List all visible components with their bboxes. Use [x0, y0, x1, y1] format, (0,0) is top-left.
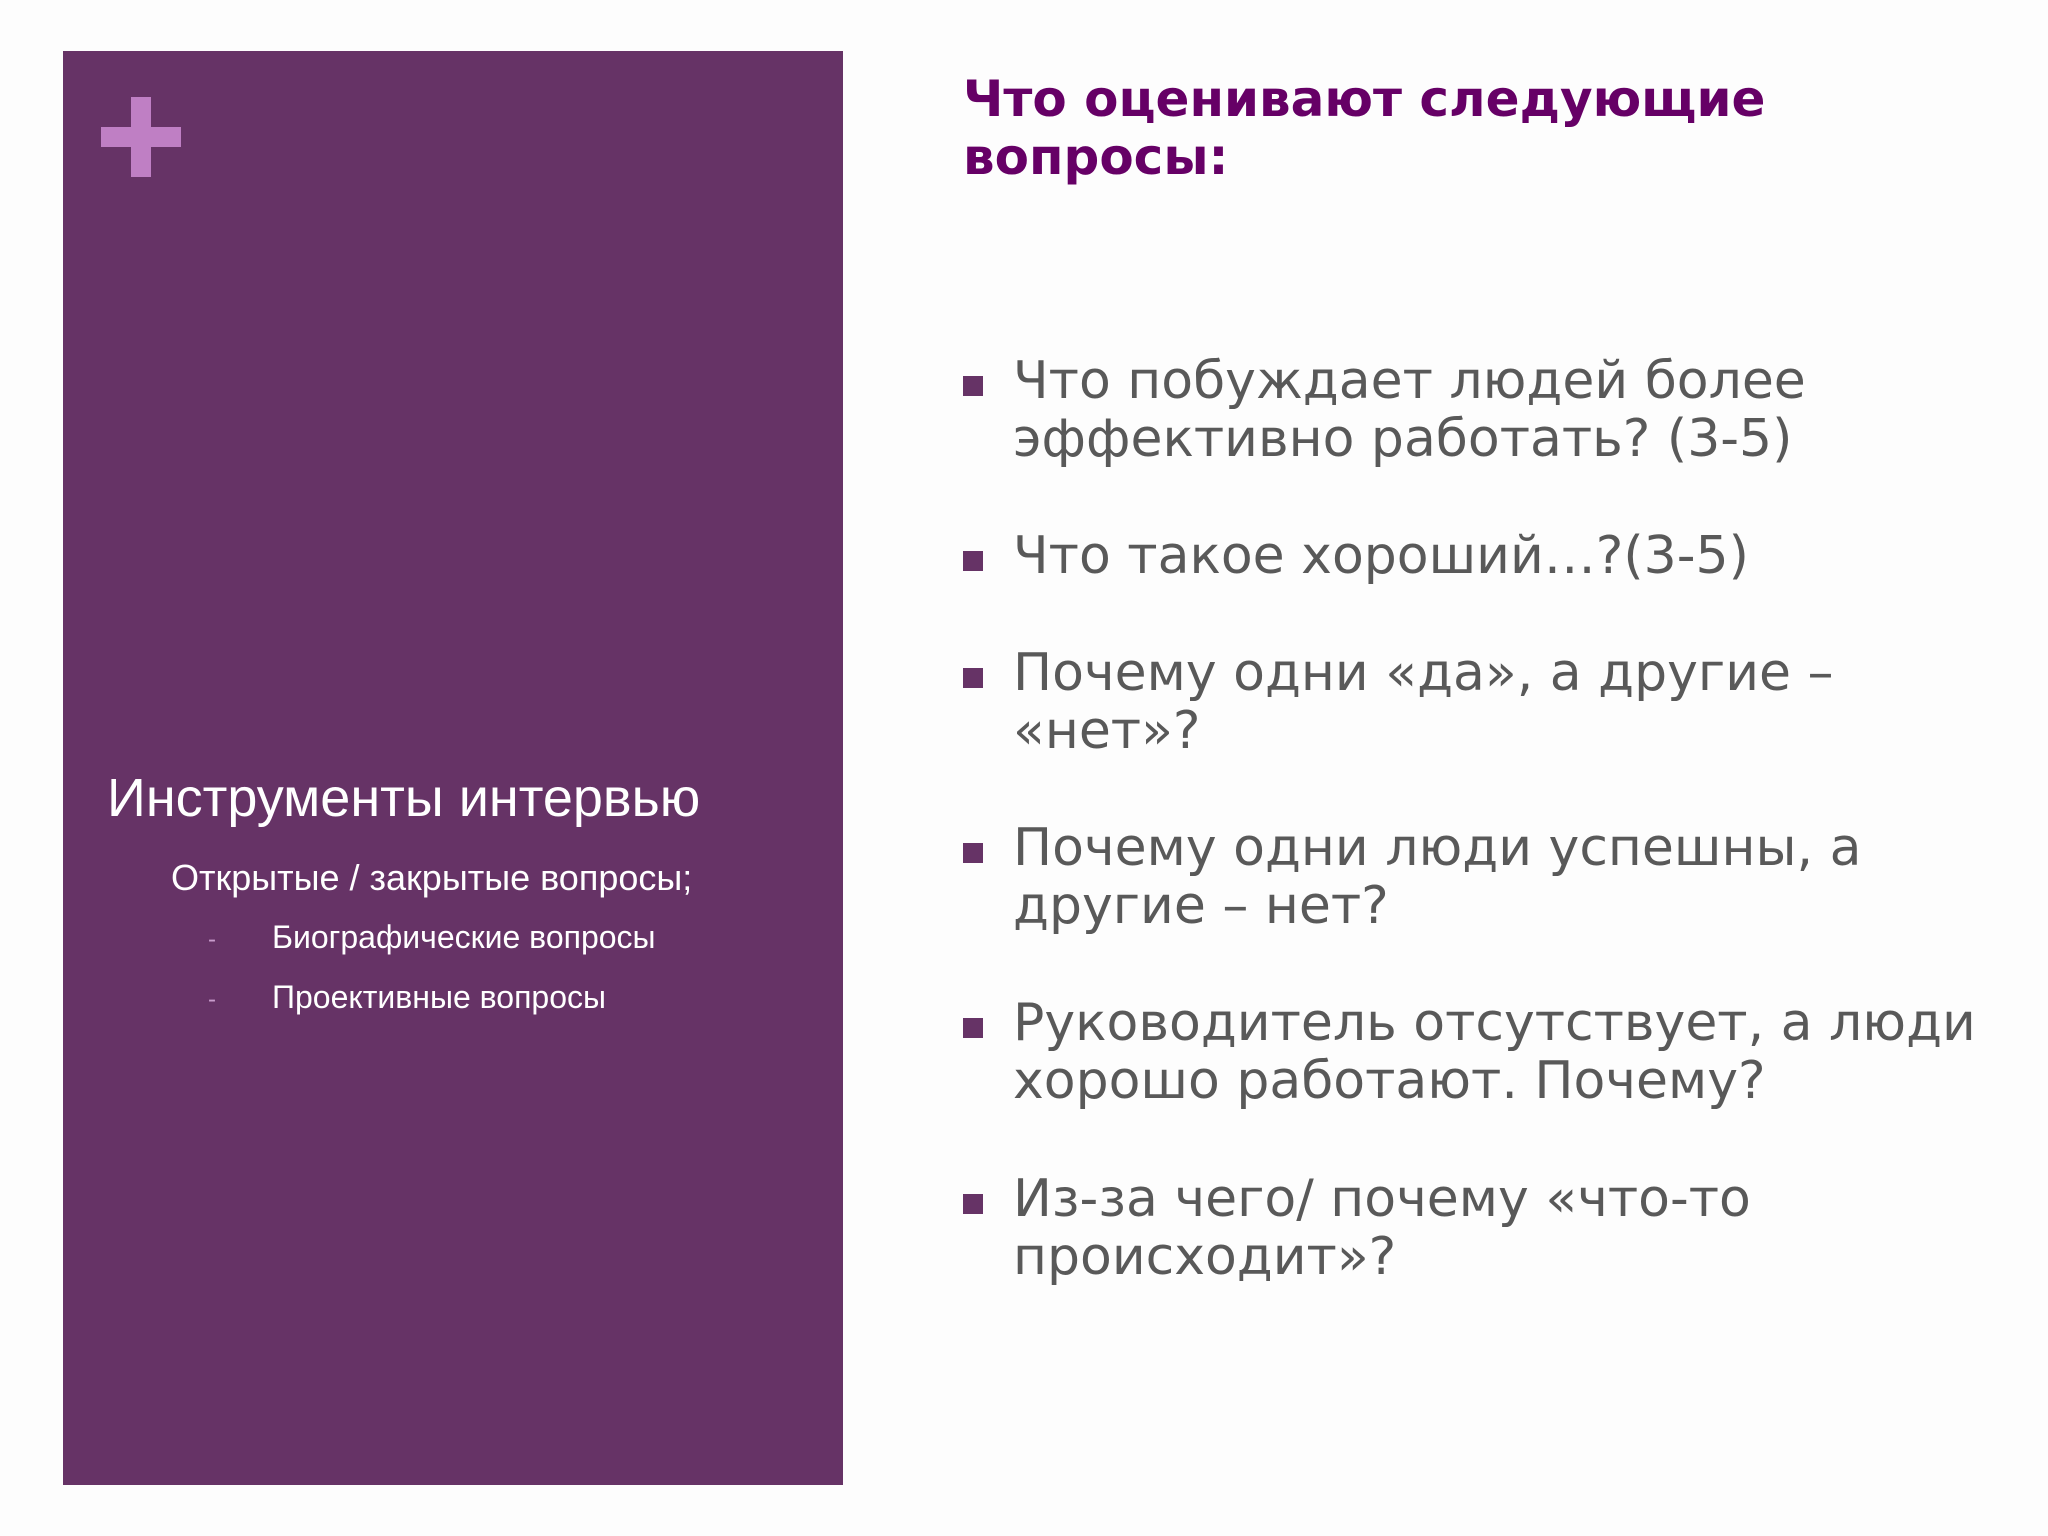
left-panel [63, 51, 843, 1485]
bullet-text: Из-за чего/ почему «что-то происходит»? [1013, 1169, 1751, 1287]
slide-title: Что оценивают следующие вопросы: [963, 70, 1766, 186]
square-bullet-icon [963, 668, 983, 688]
dash-marker: - [208, 925, 216, 953]
dash-marker: - [208, 985, 216, 1013]
bullet-text: Почему одни «да», а другие – «нет»? [1013, 643, 1834, 761]
panel-title: Инструменты интервью [107, 768, 701, 828]
bullet-text: Что побуждает людей более эффективно работать? (3-5) [1013, 351, 1806, 469]
square-bullet-icon [963, 1018, 983, 1038]
panel-subtitle: Открытые / закрытые вопросы; [171, 857, 693, 898]
bullet-text: Руководитель отсутствует, а люди хорошо работают. Почему? [1013, 993, 1976, 1111]
panel-list-item-label: Биографические вопросы [272, 919, 656, 955]
panel-list-item-label: Проективные вопросы [272, 979, 606, 1015]
plus-icon [101, 97, 181, 177]
panel-list-item [208, 979, 606, 1016]
square-bullet-icon [963, 1194, 983, 1214]
panel-list-item [208, 919, 656, 956]
square-bullet-icon [963, 551, 983, 571]
square-bullet-icon [963, 376, 983, 396]
bullet-text: Что такое хороший…?(3-5) [1013, 526, 1749, 586]
bullet-text: Почему одни люди успешны, а другие – нет? [1013, 818, 1862, 936]
square-bullet-icon [963, 843, 983, 863]
